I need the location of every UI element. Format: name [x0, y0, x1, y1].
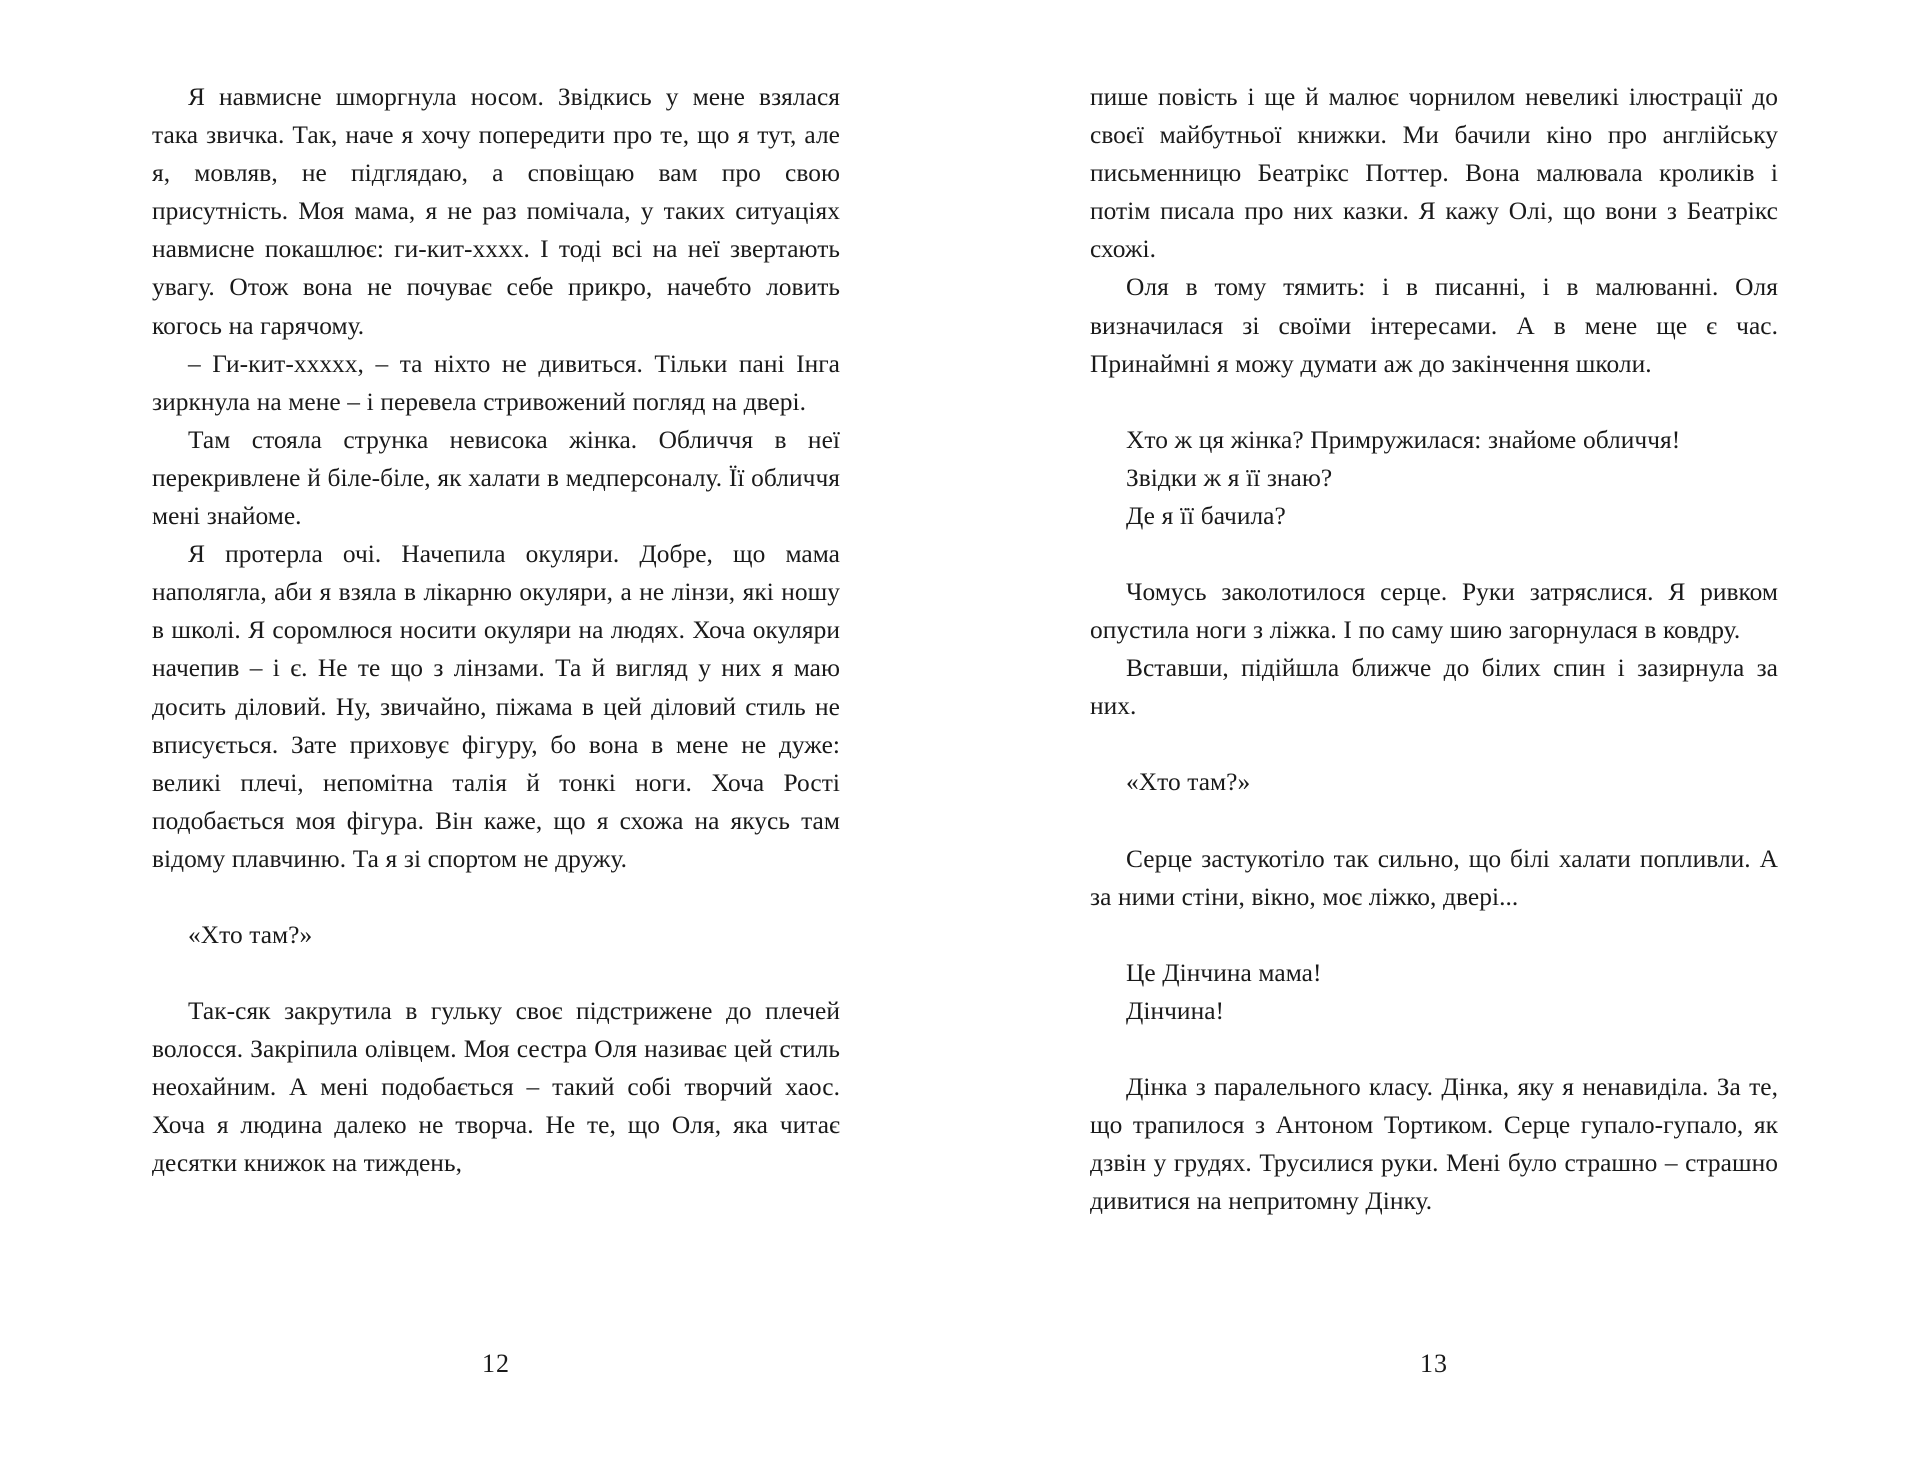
right-text-block — [1090, 78, 1778, 1220]
paragraph-left-4: Я протерла очі. Начепила окуляри. Добре, що мама наполягла, аби я взяла в лікарню окуляри, а не лінзи, які ношу в школі. Я соромлюся носити окуляри на людях. Хоча окуляри начепив – і є. Не те що з лінзами. Та й вигляд у них я маю досить діловий. Ну, звичайно, піжама в цей діловий стиль не вписується. Зате приховує фігуру, бо вона в мене не дуже: великі плечі, непомітна талія й тонкі ноги. Хоча Рості подобається моя фігура. Він каже, що я схожа на якусь там відому плавчиню. Та я зі спортом не дружу. — [152, 540, 840, 873]
paragraph-spacer-right-2 — [1090, 535, 1778, 573]
paragraph-right-10-exclaim: Це Дінчина мама! — [1126, 958, 1322, 987]
paragraph-right-1: пише повість і ще й малює чорнилом невеликі ілюстрації до своєї майбутньої книжки. Ми бачили кіно про англійську письменницю Беатрікс Поттер. Вона малювала кроликів і потім писала про них казки. Я кажу Олі, що вони з Беатрікс схожі. — [1090, 83, 1778, 264]
paragraph-spacer-left-1 — [152, 878, 840, 916]
paragraph-right-9: Серце застукотіло так сильно, що білі халати попливли. А за ними стіни, вікно, моє ліжко, двері... — [1090, 844, 1778, 911]
paragraph-left-1: Я навмисне шморгнула носом. Звідкись у мене взялася така звичка. Так, наче я хочу попередити про те, що я тут, але я, мовляв, не підглядаю, а сповіщаю вам про свою присутність. Моя мама, я не раз помічала, у таких ситуаціях навмисне покашлює: ги-кит-хххх. І тоді всі на неї звертають увагу. Отож вона не почуває себе прикро, начебто ловить когось на гарячому. — [152, 83, 840, 340]
paragraph-right-7: Вставши, підійшла ближче до білих спин і зазирнула за них. — [1090, 654, 1778, 721]
page-right — [960, 0, 1920, 1467]
paragraph-spacer-left-2 — [152, 954, 840, 992]
paragraph-right-4-question: Звідки ж я її знаю? — [1126, 463, 1333, 492]
paragraph-left-3: Там стояла струнка невисока жінка. Обличчя в неї перекривлене й біле-біле, як халати в медперсоналу. Її обличчя мені знайоме. — [152, 425, 840, 531]
paragraph-right-12: Дінка з паралельного класу. Дінка, яку я ненавиділа. За те, що трапилося з Антоном Тортиком. Серце гупало-гупало, як дзвін у грудях. Трусилися руки. Мені було страшно – страшно дивитися на непритомну Дінку. — [1090, 1072, 1778, 1216]
paragraph-right-6: Чомусь заколотилося серце. Руки затряслися. Я ривком опустила ноги з ліжка. І по саму шию загорнулася в ковдру. — [1090, 578, 1778, 645]
page-number-right: 13 — [1420, 1349, 1448, 1378]
paragraph-left-6: Так-сяк закрутила в гульку своє підстрижене до плечей волосся. Закріпила олівцем. Моя сестра Оля називає цей стиль неохайним. А мені подобається – такий собі творчий хаос. Хоча я людина далеко не творча. Не те, що Оля, яка читає десятки книжок на тиждень, — [152, 997, 840, 1178]
paragraph-left-5-quote: «Хто там?» — [188, 920, 313, 949]
paragraph-spacer-right-6 — [1090, 1030, 1778, 1068]
paragraph-right-5-question: Де я її бачила? — [1126, 501, 1286, 530]
paragraph-right-11-exclaim: Дінчина! — [1126, 996, 1225, 1025]
page-number-left: 12 — [482, 1349, 510, 1378]
left-text-block — [152, 78, 840, 1183]
paragraph-spacer-right-5 — [1090, 916, 1778, 954]
paragraph-right-8-quote: «Хто там?» — [1126, 768, 1251, 797]
paragraph-spacer-right-1 — [1090, 383, 1778, 421]
paragraph-right-2: Оля в тому тямить: і в писанні, і в малюванні. Оля визначилася зі своїми інтересами. А в мене ще є час. Принаймні я можу думати аж до закінчення школи. — [1090, 273, 1778, 378]
paragraph-spacer-right-4 — [1090, 802, 1778, 840]
paragraph-right-3-question: Хто ж ця жінка? Примружилася: знайоме обличчя! — [1126, 425, 1681, 454]
paragraph-spacer-right-3 — [1090, 725, 1778, 763]
paragraph-left-2: – Ги-кит-ххххх, – та ніхто не дивиться. Тільки пані Інга зиркнула на мене – і перевела стривожений погляд на двері. — [152, 349, 840, 416]
